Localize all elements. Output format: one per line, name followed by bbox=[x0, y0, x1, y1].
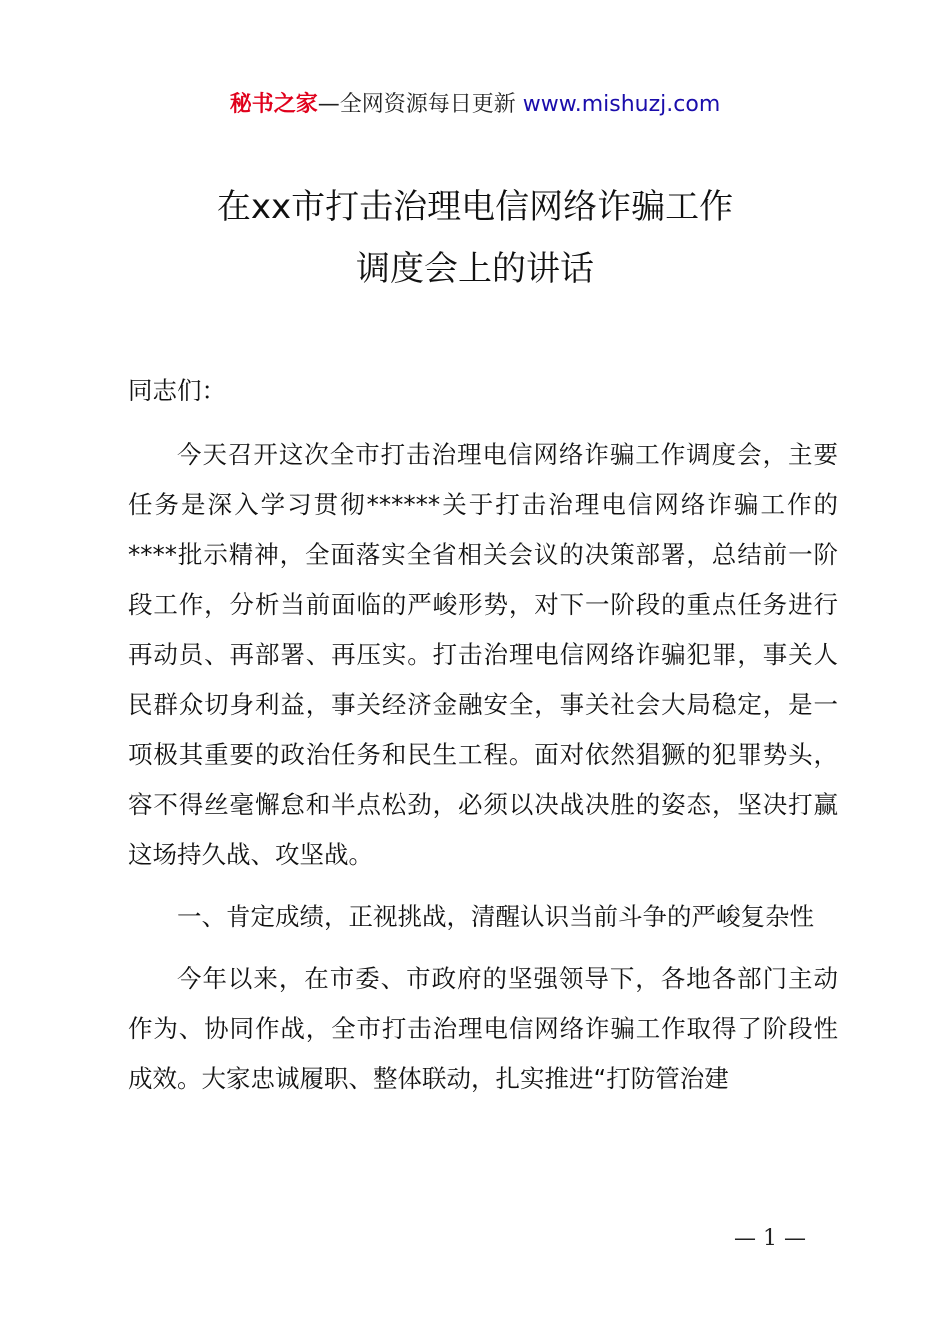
document-title-line-1: 在xx市打击治理电信网络诈骗工作 bbox=[216, 187, 734, 227]
paragraph-section-1: 今年以来，在市委、市政府的坚强领导下，各地各部门主动作为、协同作战，全市打击治理电信网络诈骗工作取得了阶段性成效。大家忠诚履职、整体联动，扎实推进“打防管治建 bbox=[128, 964, 838, 1093]
section-heading-1: 一、肯定成绩，正视挑战，清醒认识当前斗争的严峻复杂性 bbox=[177, 902, 814, 931]
site-tagline: —全网资源每日更新 bbox=[317, 92, 523, 117]
site-brand: 秘书之家 bbox=[229, 92, 318, 117]
document-title bbox=[0, 176, 950, 300]
site-header bbox=[0, 88, 950, 122]
site-url-link[interactable]: www.mishuzj.com bbox=[522, 92, 721, 117]
page-number: — 1 — bbox=[734, 1226, 806, 1251]
document-body bbox=[128, 366, 838, 1104]
document-title-line-2: 调度会上的讲话 bbox=[356, 249, 594, 289]
paragraph-intro: 今天召开这次全市打击治理电信网络诈骗工作调度会，主要任务是深入学习贯彻******关于打击治理电信网络诈骗工作的****批示精神，全面落实全省相关会议的决策部署，总结前一阶段工作，分析当前面临的严峻形势，对下一阶段的重点任务进行再动员、再部署、再压实。打击治理电信网络诈骗犯罪，事关人民群众切身利益，事关经济金融安全，事关社会大局稳定，是一项极其重要的政治任务和民生工程。面对依然猖獗的犯罪势头，容不得丝毫懈怠和半点松劲，必须以决战决胜的姿态，坚决打赢这场持久战、攻坚战。 bbox=[128, 440, 838, 869]
salutation: 同志们： bbox=[128, 376, 226, 405]
